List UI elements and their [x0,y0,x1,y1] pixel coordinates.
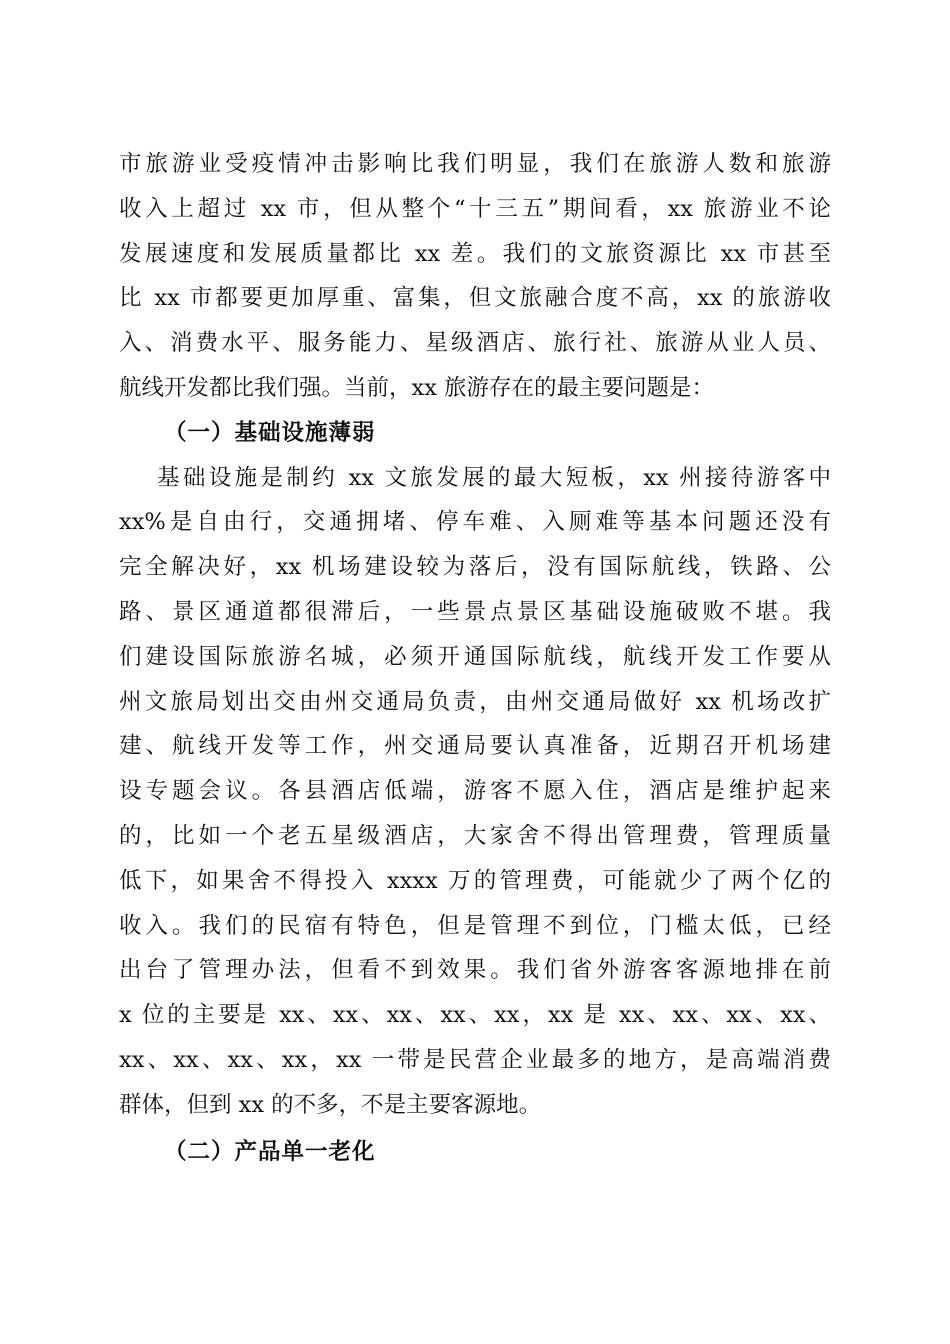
text-line: 群体，但到 xx 的不多，不是主要客源地。 [119,1091,542,1118]
section-heading-infrastructure: （一）基础设施薄弱 [164,419,376,446]
text-line: 市旅游业受疫情冲击影响比我们明显，我们在旅游人数和旅游 [119,151,831,177]
text-line: 入、消费水平、服务能力、星级酒店、旅行社、旅游从业人员、 [119,330,831,357]
text-line: 出台了管理办法，但看不到效果。我们省外游客客源地排在前 [119,957,831,984]
text-line: xx%是自由行，交通拥堵、停车难、入厕难等基本问题还没有 [119,509,831,536]
text-line: 州文旅局划出交由州交通局负责，由州交通局做好 xx 机场改扩 [119,688,831,715]
text-line: 们建设国际旅游名城，必须开通国际航线，航线开发工作要从 [119,643,831,670]
text-line: 的，比如一个老五星级酒店，大家舍不得出管理费，管理质量 [119,822,831,849]
paragraph-infrastructure [119,456,831,1128]
text-line: 收入。我们的民宿有特色，但是管理不到位，门槛太低，已经 [119,912,831,939]
text-line: 基础设施是制约 xx 文旅发展的最大短板，xx 州接待游客中 [157,464,831,491]
text-line: 完全解决好，xx 机场建设较为落后，没有国际航线，铁路、公 [119,554,831,581]
text-line: 比 xx 市都要更加厚重、富集，但文旅融合度不高，xx 的旅游收 [119,285,831,312]
document-body [119,142,831,1174]
text-line: 发展速度和发展质量都比 xx 差。我们的文旅资源比 xx 市甚至 [119,240,831,267]
text-line: 收入上超过 xx 市，但从整个“十三五”期间看，xx 旅游业不论 [119,195,831,222]
text-line: xx、xx、xx、xx，xx 一带是民营企业最多的地方，是高端消费 [119,1046,831,1073]
text-line: x 位的主要是 xx、xx、xx、xx、xx，xx 是 xx、xx、xx、xx、 [119,1002,831,1029]
text-line: 路、景区通道都很滞后，一些景点景区基础设施破败不堪。我 [119,598,831,625]
paragraph-tourism-comparison [119,142,831,411]
section-heading-products: （二）产品单一老化 [164,1138,376,1165]
text-line: 低下，如果舍不得投入 xxxx 万的管理费，可能就少了两个亿的 [119,867,831,894]
text-line: 航线开发都比我们强。当前，xx 旅游存在的最主要问题是： [119,374,715,401]
text-line: 建、航线开发等工作，州交通局要认真准备，近期召开机场建 [119,733,831,760]
text-line: 设专题会议。各县酒店低端，游客不愿入住，酒店是维护起来 [119,778,831,805]
